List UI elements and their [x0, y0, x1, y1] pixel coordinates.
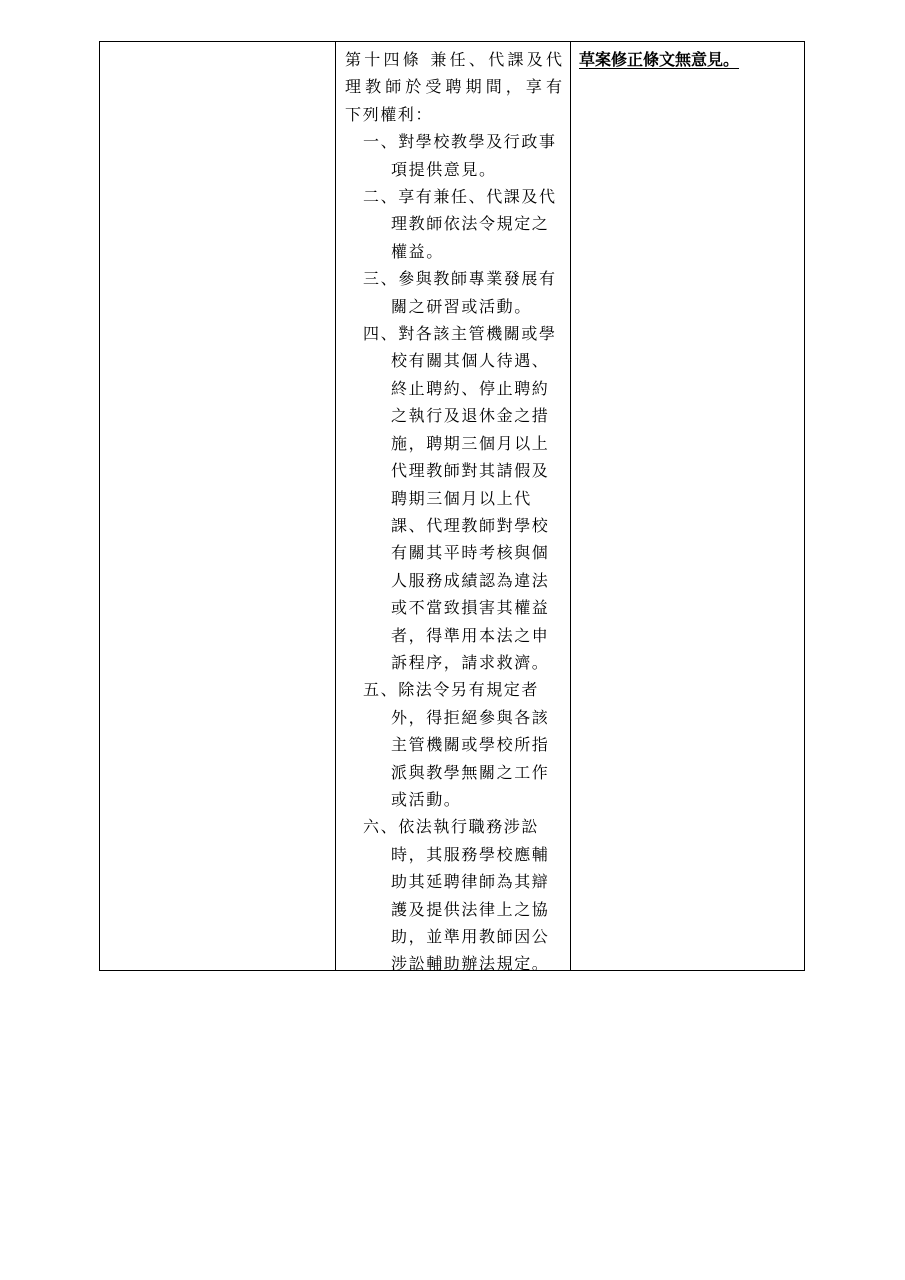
item-line: 涉訟輔助辦法規定。 [391, 954, 550, 974]
item-line: 派與教學無關之工作 [391, 762, 550, 782]
item-line: 主管機關或學校所指 [391, 735, 550, 755]
item-line: 理教師依法令規定之 [391, 214, 550, 234]
item-3 [345, 265, 562, 320]
item-line: 四、對各該主管機關或學 [363, 324, 557, 344]
article-line: 下列權利： [345, 104, 434, 124]
item-line: 二、享有兼任、代課及代 [363, 187, 557, 207]
item-line: 三、參與教師專業發展有 [363, 269, 557, 289]
item-line: 或不當致損害其權益 [391, 598, 550, 618]
item-line: 五、除法令另有規定者 [363, 680, 540, 700]
comment-text: 草案修正條文無意見。 [579, 50, 740, 69]
article-line: 理教師於受聘期間，享有 [345, 77, 562, 97]
article-text-cell [336, 42, 571, 974]
item-5 [345, 676, 562, 813]
item-line: 代理教師對其請假及 [391, 461, 550, 481]
comparison-table [99, 41, 805, 974]
item-line: 之執行及退休金之措 [391, 406, 550, 426]
item-line: 者，得準用本法之申 [391, 625, 550, 645]
item-line: 項提供意見。 [391, 159, 497, 179]
item-line: 課、代理教師對學校 [391, 515, 550, 535]
left-column-cell [100, 42, 336, 970]
item-line: 或活動。 [391, 789, 462, 809]
item-line: 施，聘期三個月以上 [391, 433, 550, 453]
item-line: 六、依法執行職務涉訟 [363, 817, 540, 837]
item-line: 聘期三個月以上代 [391, 488, 532, 508]
item-line: 一、對學校教學及行政事 [363, 132, 557, 152]
item-line: 終止聘約、停止聘約 [391, 378, 550, 398]
article-line: 第十四條 兼任、代課及代 [345, 50, 562, 69]
item-line: 校有關其個人待遇、 [391, 351, 550, 371]
item-line: 護及提供法律上之協 [391, 899, 550, 919]
item-line: 外，得拒絕參與各該 [391, 707, 550, 727]
item-4 [345, 320, 562, 676]
item-line: 訴程序，請求救濟。 [391, 652, 550, 672]
comment-cell [571, 42, 804, 970]
item-2 [345, 183, 562, 265]
item-line: 時，其服務學校應輔 [391, 844, 550, 864]
item-line: 關之研習或活動。 [391, 296, 532, 316]
item-6 [345, 813, 562, 977]
item-line: 有關其平時考核與個 [391, 543, 550, 563]
item-line: 權益。 [391, 241, 444, 261]
item-line: 人服務成績認為違法 [391, 570, 550, 590]
item-line: 助其延聘律師為其辯 [391, 872, 550, 892]
item-1 [345, 128, 562, 183]
item-line: 助，並準用教師因公 [391, 927, 550, 946]
